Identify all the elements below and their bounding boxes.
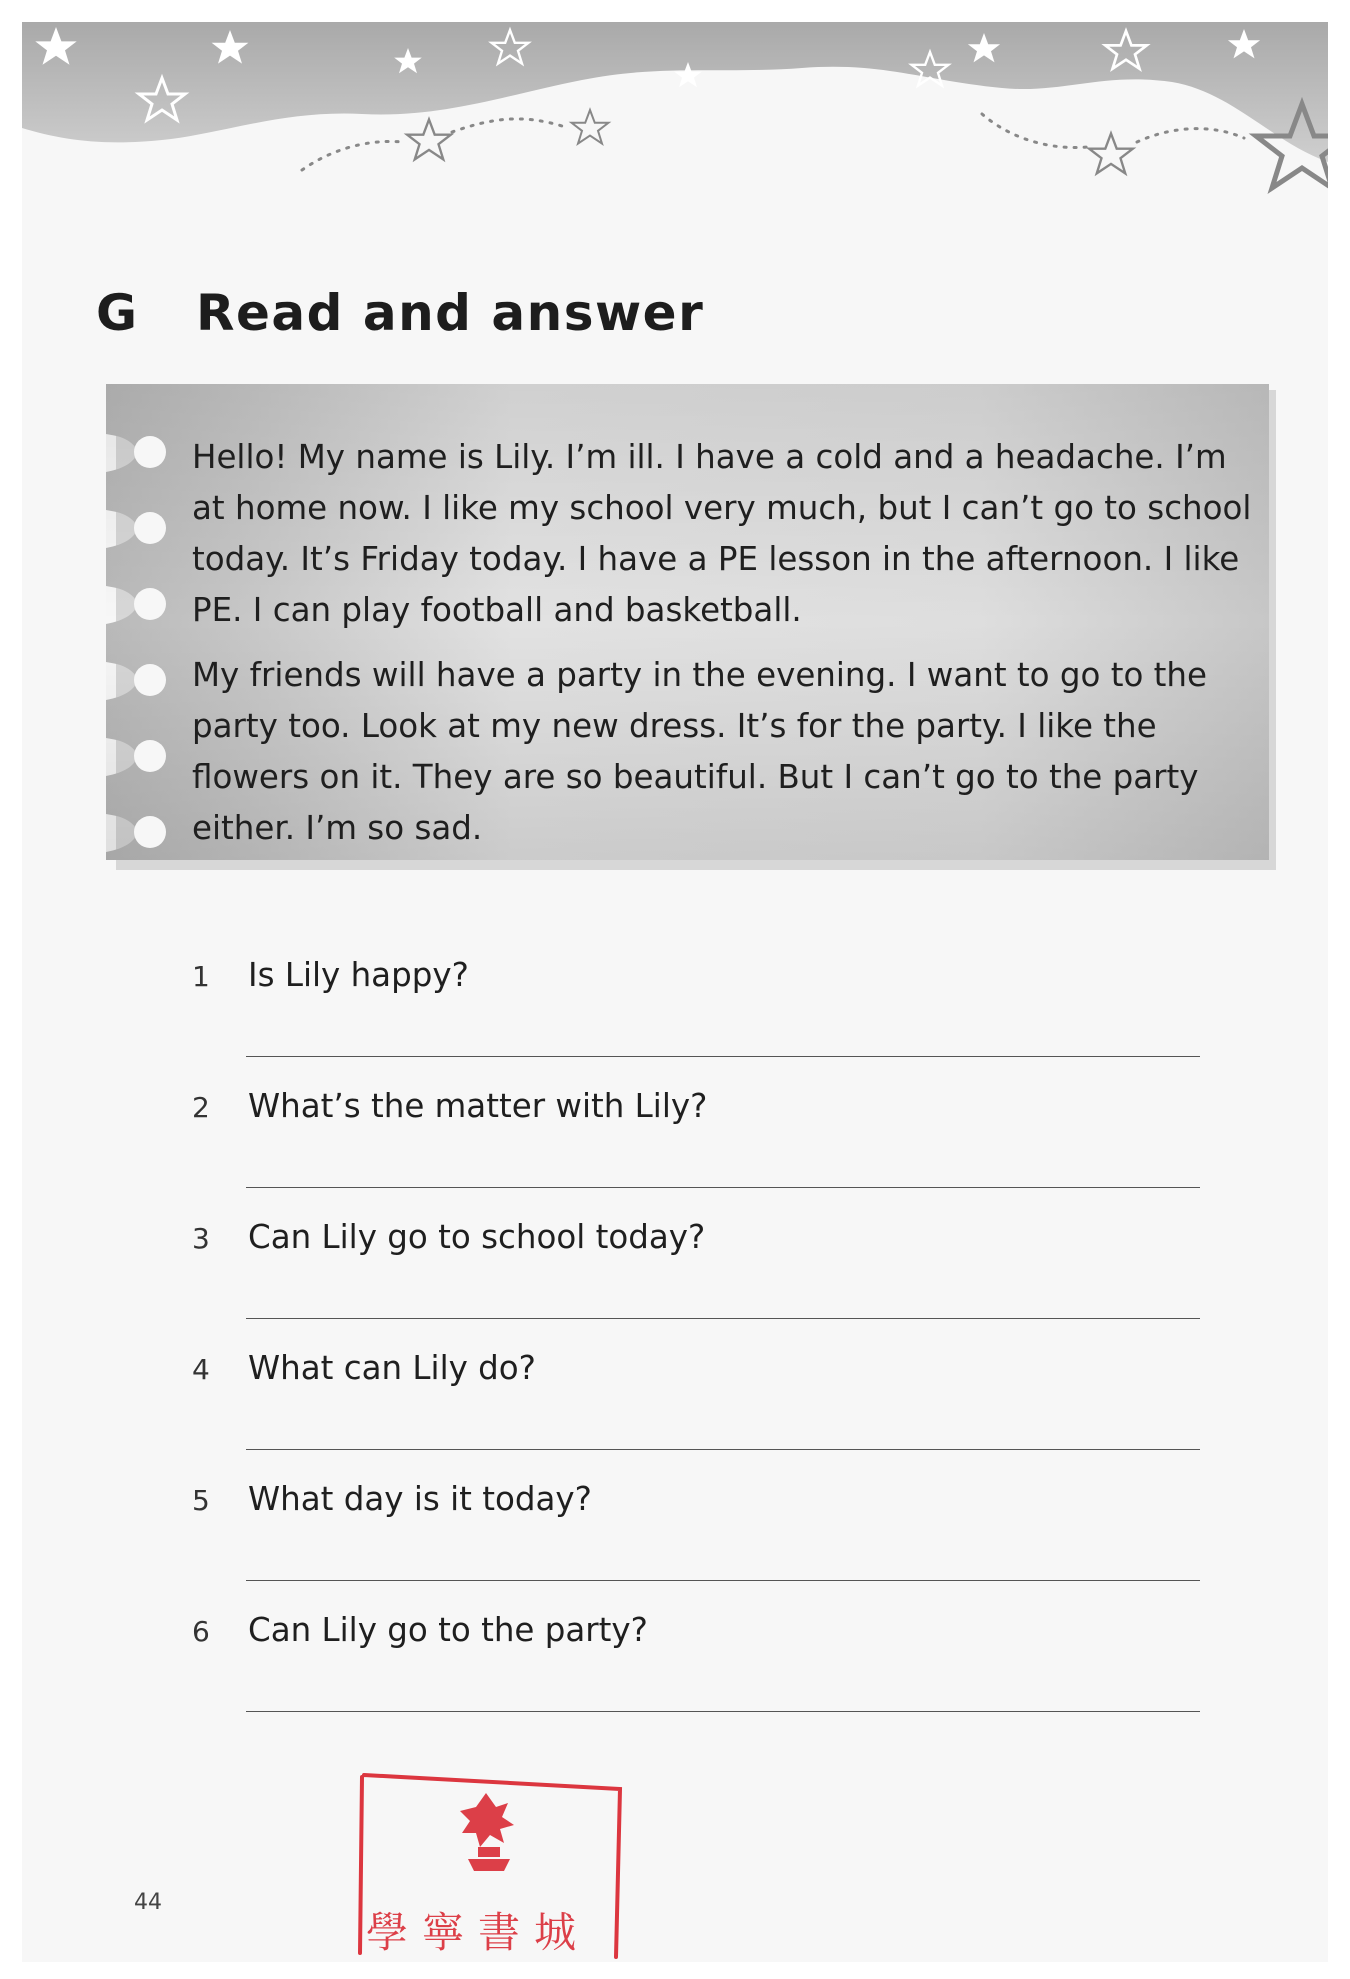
question-item [22, 1218, 1328, 1352]
workbook-page [22, 22, 1328, 1962]
question-text: What’s the matter with Lily? [248, 1087, 708, 1125]
star-banner [22, 22, 1328, 222]
question-item [22, 956, 1328, 1090]
question-number: 1 [192, 960, 210, 993]
question-text: What day is it today? [248, 1480, 592, 1518]
question-item [22, 1611, 1328, 1745]
question-text: Can Lily go to school today? [248, 1218, 706, 1256]
stamp-text: 學寧書城 [366, 1908, 591, 1957]
question-text: Can Lily go to the party? [248, 1611, 648, 1649]
library-stamp [358, 1767, 628, 1962]
passage-paragraph-2: My friends will have a party in the evening. I want to go to the party too. Look at my new dress. It’s for the party. I like the flowers on it. They are so beautiful. But I can’t go to the party either. I’m so sad. [192, 656, 1208, 847]
reading-passage [192, 432, 1252, 868]
passage-paragraph-1: Hello! My name is Lily. I’m ill. I have a cold and a headache. I’m at home now. I like my school very much, but I can’t go to school today. It’s Friday today. I have a PE lesson in the afternoon. I like PE. I can play football and basketball. [192, 438, 1252, 629]
question-number: 3 [192, 1222, 210, 1255]
question-number: 5 [192, 1484, 210, 1517]
section-letter: G [96, 284, 139, 342]
question-number: 2 [192, 1091, 210, 1124]
question-item [22, 1087, 1328, 1221]
question-item [22, 1480, 1328, 1614]
answer-line[interactable] [246, 1187, 1200, 1188]
answer-line[interactable] [246, 1318, 1200, 1319]
answer-line[interactable] [246, 1056, 1200, 1057]
section-title: Read and answer [196, 284, 705, 342]
question-number: 4 [192, 1353, 210, 1386]
question-item [22, 1349, 1328, 1483]
question-text: Is Lily happy? [248, 956, 469, 994]
answer-line[interactable] [246, 1580, 1200, 1581]
answer-line[interactable] [246, 1449, 1200, 1450]
page-number: 44 [134, 1890, 162, 1915]
question-text: What can Lily do? [248, 1349, 536, 1387]
answer-line[interactable] [246, 1711, 1200, 1712]
question-number: 6 [192, 1615, 210, 1648]
